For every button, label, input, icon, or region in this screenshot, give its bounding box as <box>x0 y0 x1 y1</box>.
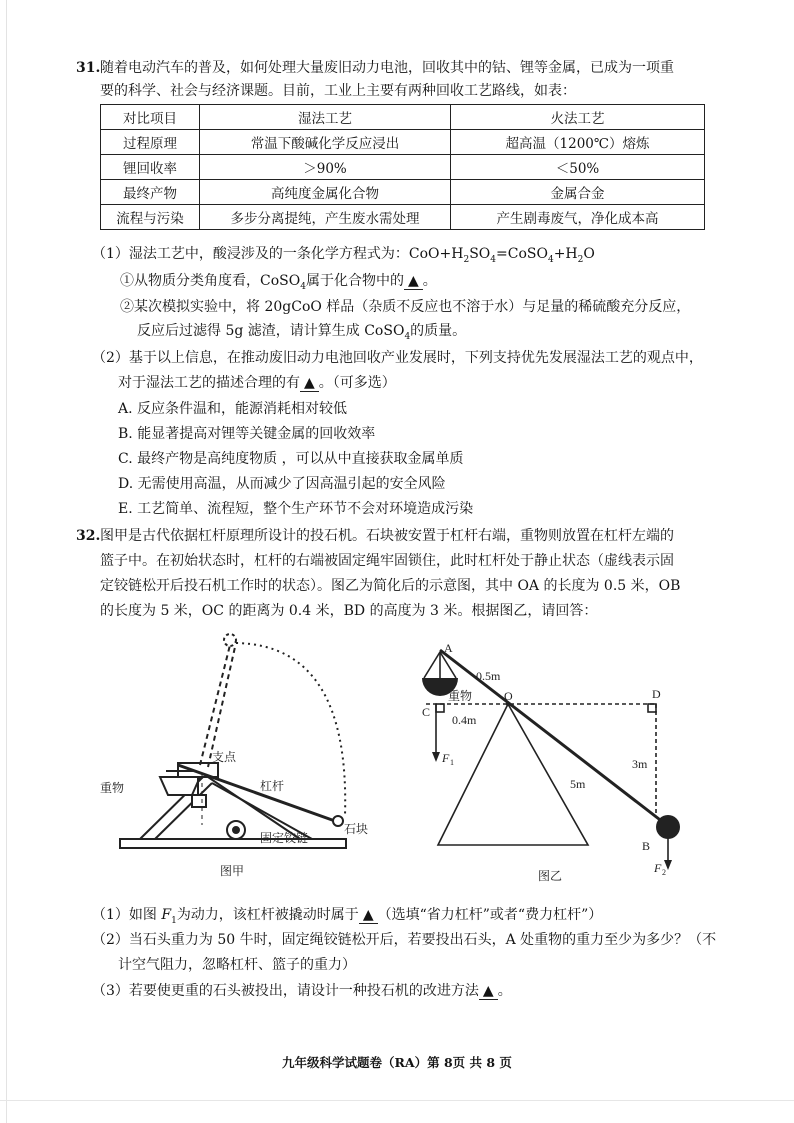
q31-part1-lead: （1）湿法工艺中，酸浸涉及的一条化学方程式为： <box>92 246 409 262</box>
option-c: C. 最终产物是高纯度物质 ，可以从中直接获取金属单质 <box>118 451 464 467</box>
table-cell: 高纯度金属化合物 <box>200 180 451 205</box>
table-cell: 常温下酸碱化学反应浸出 <box>200 130 451 155</box>
released-stone <box>224 634 236 646</box>
caption-yi: 图乙 <box>538 869 563 883</box>
released-arm-dashed <box>200 645 230 765</box>
q31-comparison-table <box>100 104 705 230</box>
table-row <box>101 130 705 155</box>
q32-number: 32. <box>76 528 101 544</box>
table-cell: 锂回收率 <box>101 155 200 180</box>
scan-edge-bottom <box>0 1100 794 1101</box>
scan-edge-left <box>6 0 7 1123</box>
label-weight: 重物 <box>448 689 473 703</box>
table-row <box>101 180 705 205</box>
table-row <box>101 105 705 130</box>
q32-part2-line2: 计空气阻力，忽略杠杆、篮子的重力） <box>118 957 356 973</box>
table-header-cell: 火法工艺 <box>451 105 705 130</box>
table-cell: 金属合金 <box>451 180 705 205</box>
trebuchet-base <box>120 839 346 848</box>
table-header-cell: 对比项目 <box>101 105 200 130</box>
label-a: A <box>444 641 453 655</box>
q31-part1 <box>92 244 595 270</box>
label-d: D <box>652 687 661 701</box>
figure-yi-schematic <box>410 640 700 890</box>
q32-part3: （3）若要使更重的石头被投出，请设计一种投石机的改进方法 ▲ 。 <box>92 983 512 999</box>
table-cell: 流程与污染 <box>101 205 200 230</box>
winch-hub <box>233 827 239 833</box>
q31-part1-b-line2: 反应后过滤得 5g 滤渣，请计算生成 CoSO$_4$的质量。 <box>137 323 467 342</box>
label-f2-sub: 2 <box>662 868 666 877</box>
q32-intro-line1: 图甲是古代依据杠杆原理所设计的投石机。石块被安置于杠杆右端，重物则放置在杠杆左端的 <box>100 528 674 544</box>
table-cell: ＞90% <box>200 155 451 180</box>
lever-line <box>440 650 668 826</box>
answer-blank[interactable]: ▲ <box>404 273 423 290</box>
table-row <box>101 205 705 230</box>
table-row <box>101 155 705 180</box>
label-f2: F <box>654 861 662 875</box>
right-angle-d <box>648 704 656 712</box>
label-f1-sub: 1 <box>450 758 454 767</box>
q31-number: 31. <box>76 60 101 76</box>
page-footer: 九年级科学试题卷（RA）第 8页 共 8 页 <box>282 1055 512 1070</box>
q31-intro-line1: 随着电动汽车的普及，如何处理大量废旧动力电池，回收其中的钴、锂等金属，已成为一项重 <box>100 60 674 76</box>
label-stone: 石块 <box>344 822 369 836</box>
stone-ball <box>656 815 680 839</box>
caption-jia: 图甲 <box>220 864 245 878</box>
label-weight: 重物 <box>100 781 125 795</box>
label-hinge: 固定铰链 <box>260 831 309 845</box>
answer-blank[interactable]: ▲ <box>479 983 498 1000</box>
frame-leg <box>205 775 300 839</box>
table-cell: ＜50% <box>451 155 705 180</box>
right-angle-c <box>436 704 444 712</box>
stone <box>333 816 343 826</box>
q32-intro-line4: 的长度为 5 米，OC 的距离为 0.4 米，BD 的高度为 3 米。根据图乙，请回答： <box>100 603 598 619</box>
option-d: D. 无需使用高温，从而减少了因高温引起的安全风险 <box>118 476 446 492</box>
q32-part1: （1）如图 $F_1$为动力，该杠杆被撬动时属于 ▲ （选填“省力杠杆”或者“费力杠杆”） <box>92 907 603 926</box>
basket-rope <box>424 652 440 678</box>
table-cell: 产生剧毒废气，净化成本高 <box>451 205 705 230</box>
q31-intro-line2: 要的科学、社会与经济课题。目前，工业上主要有两种回收工艺路线，如表： <box>100 83 576 99</box>
label-bd: 3m <box>632 757 648 771</box>
label-ob: 5m <box>570 777 586 791</box>
f1-arrow-head <box>432 752 440 762</box>
q31-part2-line2: 对于湿法工艺的描述合理的有 ▲ 。（可多选） <box>118 375 396 391</box>
label-b: B <box>642 839 651 853</box>
table-cell: 超高温（1200℃）熔炼 <box>451 130 705 155</box>
released-arm-dashed <box>208 647 235 767</box>
q32-intro-line3: 定铰链松开后投石机工作时的状态）。图乙为简化后的示意图，其中 OA 的长度为 0.5 米，OB <box>100 578 681 594</box>
option-e: E. 工艺简单、流程短，整个生产环节不会对环境造成污染 <box>118 501 474 517</box>
table-header-cell: 湿法工艺 <box>200 105 451 130</box>
answer-blank[interactable]: ▲ <box>300 375 319 392</box>
trajectory-dotted <box>236 643 345 815</box>
q32-part2-line1: （2）当石头重力为 50 牛时，固定绳铰链松开后，若要投出石头，A 处重物的重力至少为多少？（不 <box>92 932 717 948</box>
label-f1: F <box>442 751 450 765</box>
q31-part2-line1: （2）基于以上信息，在推动废旧动力电池回收产业发展时，下列支持优先发展湿法工艺的观点中， <box>92 350 703 366</box>
label-o: O <box>504 689 513 703</box>
answer-blank[interactable]: ▲ <box>359 907 378 924</box>
q31-part1-b-line1: ②某次模拟实验中，将 20gCoO 样品（杂质不反应也不溶于水）与足量的稀硫酸充分反应， <box>120 299 691 315</box>
label-oc: 0.4m <box>452 713 477 727</box>
figure-jia-trebuchet <box>100 625 370 895</box>
chemical-equation: $CoO+H_2SO_4=CoSO_4+H_2O$ <box>408 246 595 265</box>
table-cell: 最终产物 <box>101 180 200 205</box>
hook-box <box>192 795 206 807</box>
option-a: A. 反应条件温和，能源消耗相对较低 <box>118 401 348 417</box>
q32-intro-line2: 篮子中。在初始状态时，杠杆的右端被固定绳牢固锁住，此时杠杆处于静止状态（虚线表示固 <box>100 553 674 569</box>
q31-part1-a: ①从物质分类角度看，CoSO$_4$属于化合物中的 ▲ 。 <box>120 273 437 292</box>
table-cell: 过程原理 <box>101 130 200 155</box>
label-lever: 杠杆 <box>260 779 285 793</box>
table-cell: 多步分离提纯，产生废水需处理 <box>200 205 451 230</box>
option-b: B. 能显著提高对锂等关键金属的回收效率 <box>118 426 376 442</box>
weight-basket <box>160 777 200 795</box>
label-c: C <box>422 705 431 719</box>
label-oa: 0.5m <box>476 669 501 683</box>
label-pivot: 支点 <box>212 750 237 764</box>
